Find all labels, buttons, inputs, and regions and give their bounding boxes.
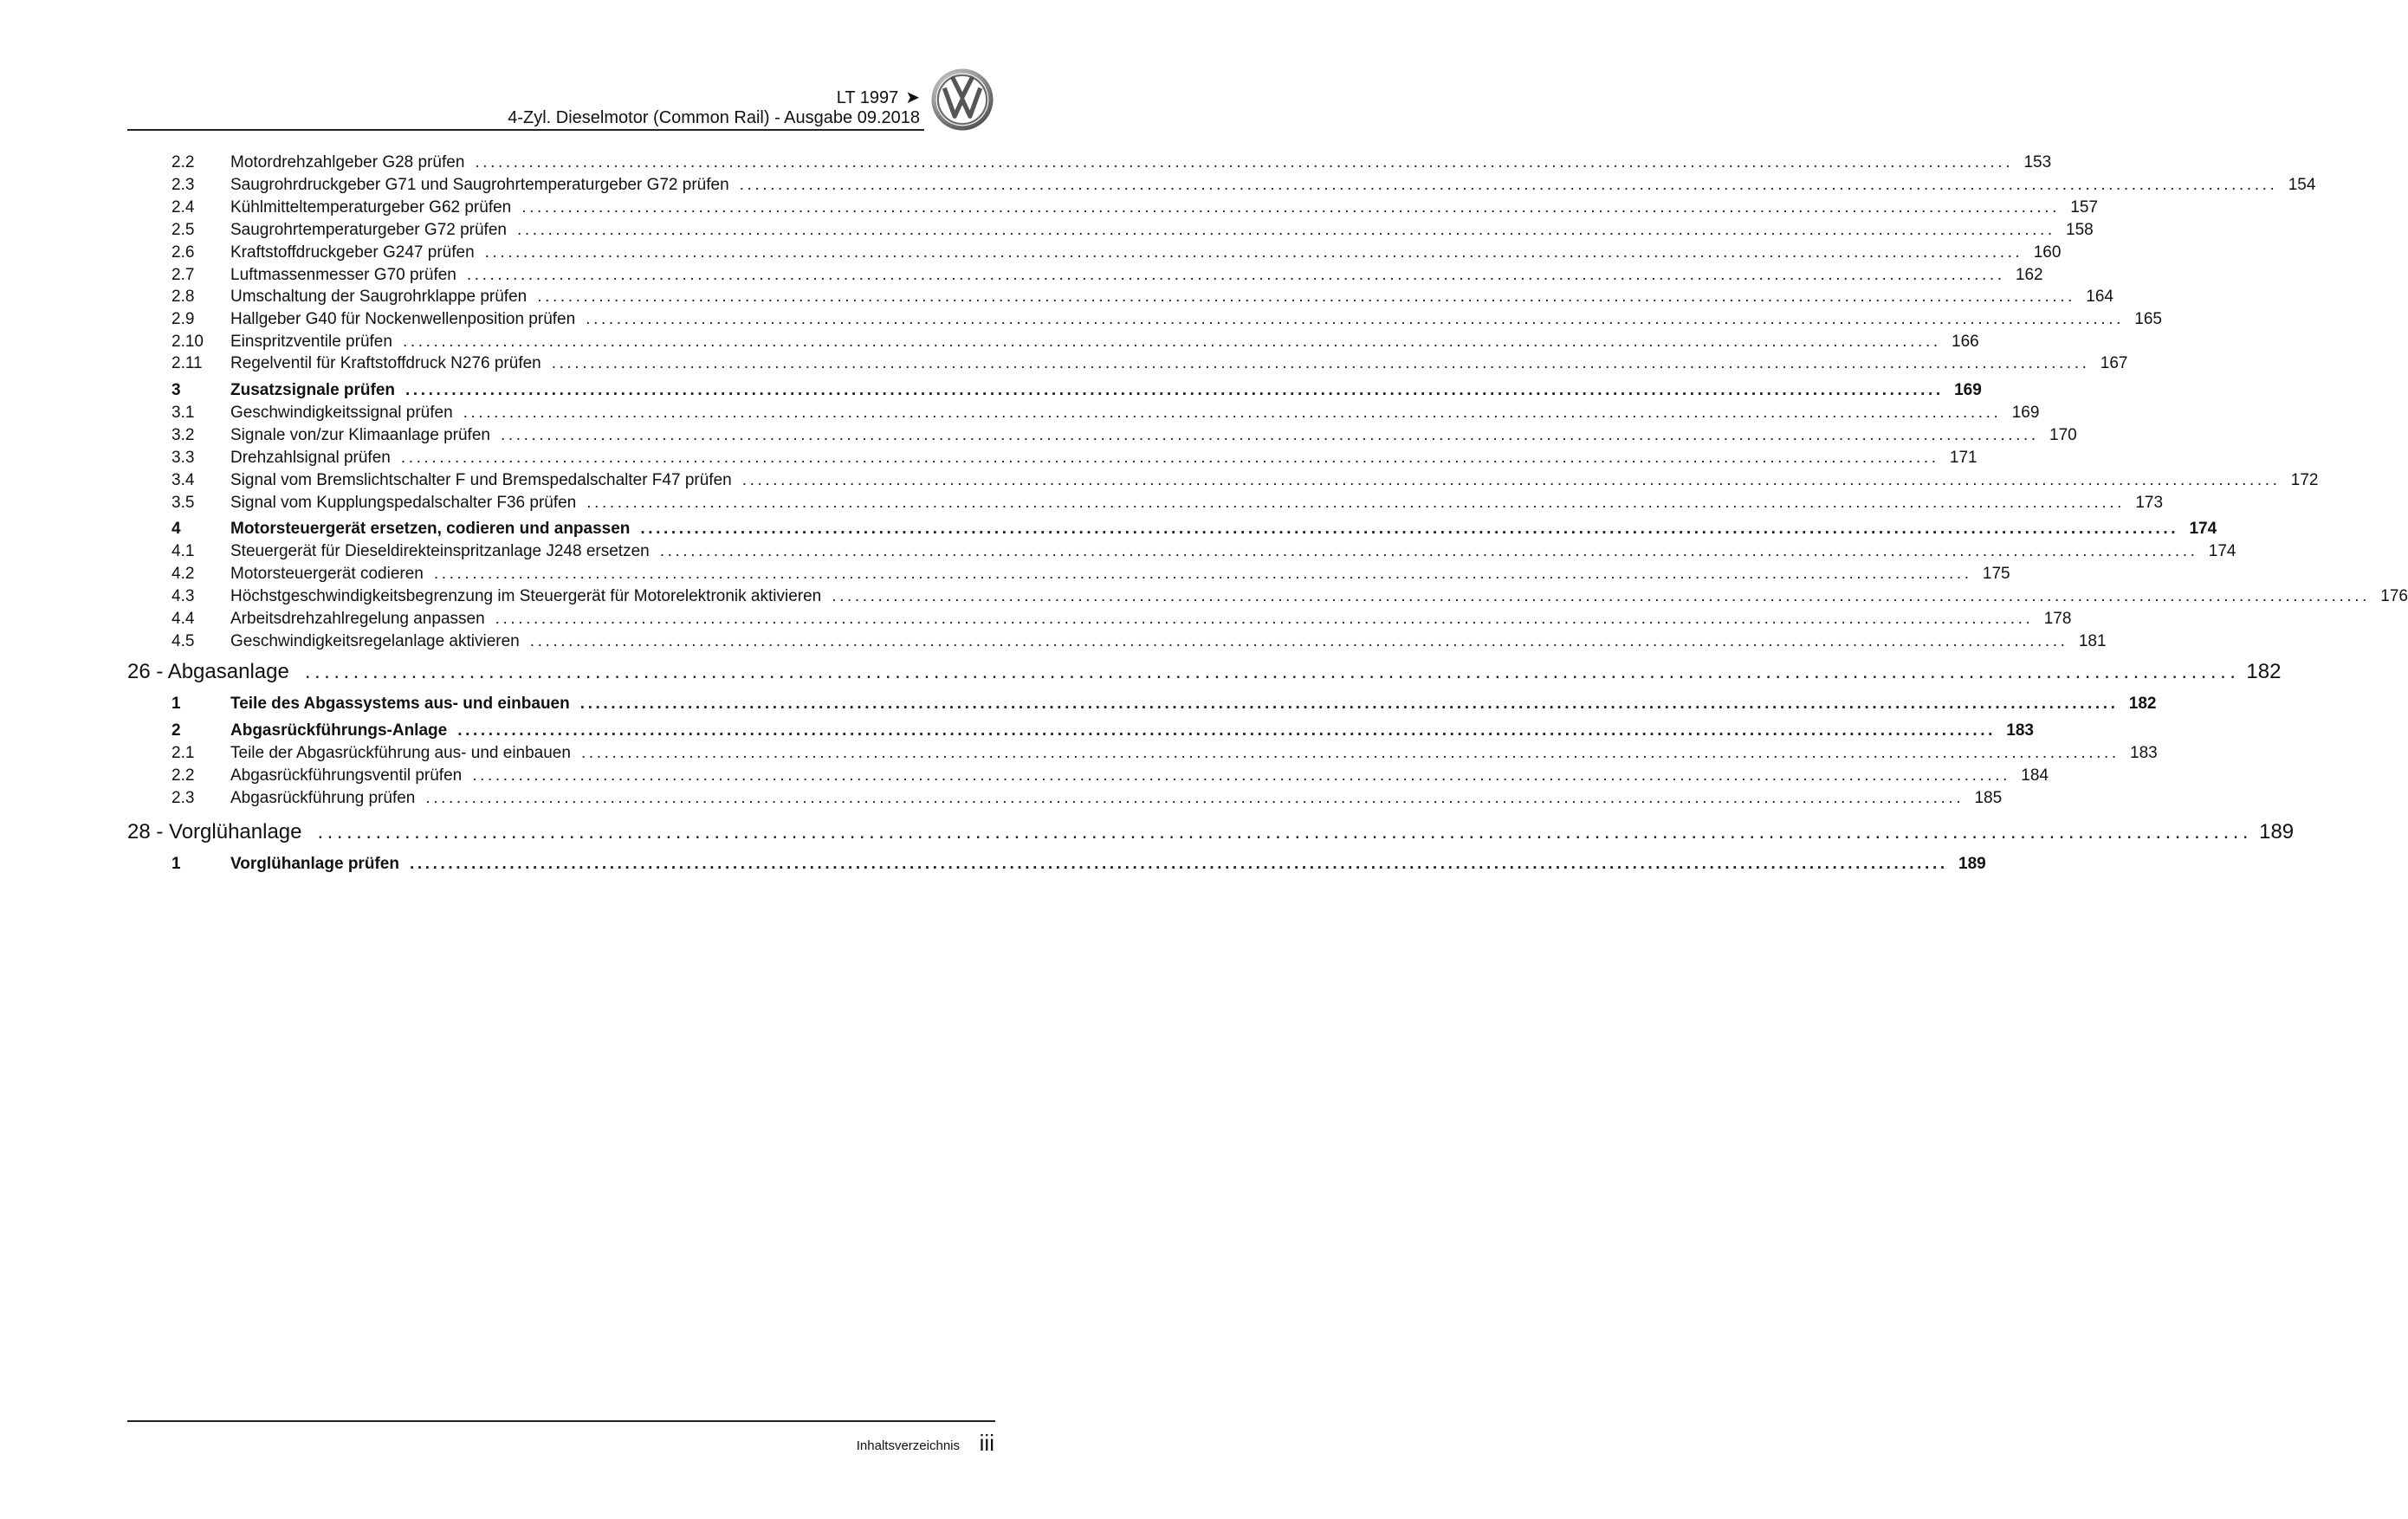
toc-page-number: 182: [2246, 660, 2282, 683]
toc-page-number: 164: [2086, 288, 2113, 306]
toc-entry[interactable]: [0, 540, 2236, 563]
toc-page-number: 182: [2128, 695, 2157, 713]
header-model-text: LT 1997: [836, 88, 899, 107]
toc-page-number: 169: [1954, 381, 1982, 399]
toc-title: Teile der Abgasrückführung aus- und einbauen: [230, 744, 571, 762]
dot-leader: ........................................................................................................................................................................................................: [832, 587, 2370, 605]
toc-page-number: 175: [1982, 565, 2010, 583]
toc-page-number: 183: [2130, 744, 2158, 762]
toc-title: Hallgeber G40 für Nockenwellenposition prüfen: [230, 310, 576, 328]
dot-leader: ........................................................................................................................................................................................................: [405, 381, 1944, 399]
toc-line: [230, 174, 2316, 197]
toc-line: [230, 469, 2319, 492]
toc-entry[interactable]: [0, 447, 1978, 469]
toc-line: [230, 352, 2128, 375]
toc-number: 1: [172, 855, 181, 873]
toc-line: [230, 286, 2113, 308]
dot-leader: ........................................................................................................................................................................................................: [739, 176, 2278, 194]
toc-number: 3.1: [172, 404, 195, 422]
toc-title: Geschwindigkeitsregelanlage aktivieren: [230, 632, 520, 650]
toc-page-number: 154: [2288, 176, 2316, 194]
toc-line: [230, 264, 2043, 287]
toc-line: [127, 657, 2282, 687]
toc-line: [230, 242, 2062, 264]
toc-section[interactable]: [0, 693, 2157, 715]
toc-title: Höchstgeschwindigkeitsbegrenzung im Steuergerät für Motorelektronik aktivieren: [230, 587, 822, 605]
toc-title: Zusatzsignale prüfen: [230, 381, 396, 399]
toc-page-number: 169: [2011, 404, 2040, 422]
toc-chapter[interactable]: [0, 818, 2295, 847]
toc-line: [230, 608, 2072, 630]
toc-number: 2.9: [172, 310, 195, 328]
toc-title: Arbeitsdrehzahlregelung anpassen: [230, 610, 485, 628]
toc-line: [230, 308, 2162, 331]
toc-entry[interactable]: [0, 174, 2316, 197]
toc-page-number: 174: [2208, 542, 2236, 560]
toc-number: 3.2: [172, 426, 195, 444]
footer-divider: [127, 1420, 995, 1422]
dot-leader: ........................................................................................................................................................................................................: [580, 744, 2120, 762]
toc-title: Signal vom Bremslichtschalter F und Bremspedalschalter F47 prüfen: [230, 471, 732, 489]
vw-logo-icon: [930, 68, 994, 132]
toc-number: 2.2: [172, 766, 195, 785]
toc-number: 2.1: [172, 744, 195, 762]
toc-entry[interactable]: [0, 264, 2043, 287]
toc-number: 4.5: [172, 632, 195, 650]
toc-entry[interactable]: [0, 402, 2040, 424]
toc-title: Abgasrückführungs-Anlage: [230, 721, 448, 740]
dot-leader: ........................................................................................................................................................................................................: [402, 333, 1941, 351]
toc-entry[interactable]: [0, 308, 2162, 331]
toc-line: [230, 518, 2217, 540]
toc-title: Saugrohrtemperaturgeber G72 prüfen: [230, 221, 507, 239]
toc-number: 1: [172, 695, 181, 713]
toc-number: 2.6: [172, 243, 195, 262]
footer-label: Inhaltsverzeichnis: [856, 1438, 960, 1453]
dot-leader: ........................................................................................................................................................................................................: [586, 310, 2124, 328]
toc-line: [230, 787, 2003, 810]
toc-line: [230, 540, 2236, 563]
toc-line: [230, 693, 2157, 715]
toc-page-number: 185: [1974, 789, 2003, 807]
toc-line: [230, 379, 1982, 402]
toc-page-number: 172: [2290, 471, 2319, 489]
toc-page-number: 176: [2380, 587, 2408, 605]
toc-line: [230, 742, 2158, 765]
toc-title: Abgasrückführung prüfen: [230, 789, 416, 807]
dot-leader: ........................................................................................................................................................................................................: [466, 266, 2005, 284]
toc-chapter[interactable]: [0, 657, 2282, 687]
toc-number: 3.3: [172, 449, 195, 467]
toc-page-number: 162: [2015, 266, 2043, 284]
toc-entry[interactable]: [0, 742, 2158, 765]
toc-number: 4.4: [172, 610, 195, 628]
toc-page-number: 174: [2189, 520, 2217, 538]
toc-number: 4.2: [172, 565, 195, 583]
dot-leader: ........................................................................................................................................................................................................: [741, 471, 2281, 489]
toc-section[interactable]: [0, 853, 1986, 876]
dot-leader: ........................................................................................................................................................................................................: [579, 695, 2119, 713]
dot-leader: ........................................................................................................................................................................................................: [304, 660, 2240, 683]
toc-title: Motordrehzahlgeber G28 prüfen: [230, 153, 465, 171]
toc-page-number: 181: [2078, 632, 2107, 650]
toc-number: 2.11: [172, 354, 203, 372]
dot-leader: ........................................................................................................................................................................................................: [457, 721, 1996, 740]
toc-entry[interactable]: [0, 242, 2062, 264]
toc-title: 28 - Vorglühanlage: [127, 820, 302, 844]
header-model: [837, 87, 920, 108]
toc-title: Saugrohrdruckgeber G71 und Saugrohrtemperaturgeber G72 prüfen: [230, 176, 729, 194]
toc-page-number: 184: [2021, 766, 2049, 785]
toc-title: Luftmassenmesser G70 prüfen: [230, 266, 456, 284]
dot-leader: ........................................................................................................................................................................................................: [586, 494, 2126, 512]
toc-line: [230, 630, 2107, 653]
dot-leader: ........................................................................................................................................................................................................: [640, 520, 2179, 538]
dot-leader: ........................................................................................................................................................................................................: [425, 789, 1965, 807]
toc-page-number: 153: [2023, 153, 2052, 171]
toc-entry[interactable]: [0, 331, 1979, 353]
toc-entry[interactable]: [0, 286, 2113, 308]
toc-number: 2.3: [172, 176, 195, 194]
header-divider: [127, 129, 924, 131]
toc-number: 3.5: [172, 494, 195, 512]
toc-entry[interactable]: [0, 197, 2098, 219]
toc-line: [230, 424, 2077, 447]
toc-number: 3: [172, 381, 181, 399]
toc-number: 4.1: [172, 542, 195, 560]
dot-leader: ........................................................................................................................................................................................................: [433, 565, 1972, 583]
toc-line: [230, 197, 2098, 219]
toc-entry[interactable]: [0, 352, 2128, 375]
toc-title: Einspritzventile prüfen: [230, 333, 392, 351]
toc-section[interactable]: [0, 720, 2034, 742]
toc-number: 2.2: [172, 153, 195, 171]
toc-entry[interactable]: [0, 219, 2094, 242]
toc-page-number: 166: [1952, 333, 1979, 351]
toc-title: Umschaltung der Saugrohrklappe prüfen: [230, 288, 528, 306]
toc-title: Teile des Abgassystems aus- und einbauen: [230, 695, 570, 713]
toc-title: Steuergerät für Dieseldirekteinspritzanlage J248 ersetzen: [230, 542, 650, 560]
dot-leader: ........................................................................................................................................................................................................: [500, 426, 2039, 444]
toc-page-number: 170: [2049, 426, 2077, 444]
toc-page-number: 157: [2070, 198, 2098, 217]
toc-page-number: 167: [2100, 354, 2128, 372]
toc-number: 2.8: [172, 288, 195, 306]
toc-line: [230, 492, 2164, 514]
dot-leader: ........................................................................................................................................................................................................: [463, 404, 2002, 422]
toc-page-number: 171: [1949, 449, 1978, 467]
toc-line: [230, 853, 1986, 876]
toc-title: Signal vom Kupplungspedalschalter F36 prüfen: [230, 494, 577, 512]
toc-title: Geschwindigkeitssignal prüfen: [230, 404, 453, 422]
toc-entry[interactable]: [0, 469, 2319, 492]
dot-leader: ........................................................................................................................................................................................................: [472, 766, 2010, 785]
header-subtitle: 4-Zyl. Dieselmotor (Common Rail) - Ausgabe 09.2018: [508, 108, 920, 127]
toc-title: Drehzahlsignal prüfen: [230, 449, 391, 467]
toc-title: Regelventil für Kraftstoffdruck N276 prüfen: [230, 354, 541, 372]
dot-leader: ........................................................................................................................................................................................................: [400, 449, 1939, 467]
toc-page-number: 173: [2135, 494, 2164, 512]
toc-number: 2.10: [172, 333, 204, 351]
toc-section[interactable]: [0, 518, 2217, 540]
dot-leader: ........................................................................................................................................................................................................: [516, 221, 2055, 239]
toc-number: 2.5: [172, 221, 195, 239]
toc-line: [230, 447, 1978, 469]
toc-entry[interactable]: [0, 492, 2164, 514]
dot-leader: ........................................................................................................................................................................................................: [409, 855, 1948, 873]
toc-line: [230, 152, 2052, 174]
toc-page-number: 189: [2259, 820, 2295, 844]
dot-leader: ........................................................................................................................................................................................................: [475, 153, 2014, 171]
toc-number: 4.3: [172, 587, 195, 605]
toc-number: 2.7: [172, 266, 195, 284]
dot-leader: ........................................................................................................................................................................................................: [484, 243, 2023, 262]
toc-title: Motorsteuergerät codieren: [230, 565, 424, 583]
toc-page-number: 183: [2006, 721, 2034, 740]
dot-leader: ........................................................................................................................................................................................................: [317, 820, 2253, 844]
toc-line: [127, 818, 2295, 847]
dot-leader: ........................................................................................................................................................................................................: [659, 542, 2198, 560]
toc-page-number: 160: [2033, 243, 2062, 262]
toc-title: Motorsteuergerät ersetzen, codieren und anpassen: [230, 520, 631, 538]
toc-page-number: 178: [2043, 610, 2072, 628]
toc-section[interactable]: [0, 379, 1982, 402]
toc-line: [230, 402, 2040, 424]
toc-title: Signale von/zur Klimaanlage prüfen: [230, 426, 490, 444]
toc-line: [230, 331, 1979, 353]
toc-entry[interactable]: [0, 630, 2107, 653]
toc-entry[interactable]: [0, 424, 2077, 447]
dot-leader: ........................................................................................................................................................................................................: [537, 288, 2075, 306]
dot-leader: ........................................................................................................................................................................................................: [495, 610, 2034, 628]
toc-entry[interactable]: [0, 787, 2003, 810]
toc-number: 2: [172, 721, 181, 740]
toc-entry[interactable]: [0, 765, 2049, 787]
dot-leader: ........................................................................................................................................................................................................: [529, 632, 2068, 650]
dot-leader: ........................................................................................................................................................................................................: [521, 198, 2060, 217]
dot-leader: ........................................................................................................................................................................................................: [551, 354, 2090, 372]
toc-title: Kühlmitteltemperaturgeber G62 prüfen: [230, 198, 512, 217]
toc-page-number: 189: [1958, 855, 1986, 873]
toc-title: Kraftstoffdruckgeber G247 prüfen: [230, 243, 475, 262]
footer-page-number: iii: [979, 1430, 994, 1456]
toc-entry[interactable]: [0, 152, 2052, 174]
toc-number: 4: [172, 520, 181, 538]
toc-line: [230, 585, 2408, 608]
toc-page-number: 158: [2066, 221, 2094, 239]
toc-entry[interactable]: [0, 608, 2072, 630]
toc-line: [230, 765, 2049, 787]
toc-page-number: 165: [2134, 310, 2162, 328]
toc-entry[interactable]: [0, 563, 2010, 585]
toc-number: 2.3: [172, 789, 195, 807]
toc-number: 3.4: [172, 471, 195, 489]
toc-entry[interactable]: [0, 585, 2408, 608]
toc-title: Abgasrückführungsventil prüfen: [230, 766, 463, 785]
toc-line: [230, 563, 2010, 585]
arrow-right-icon: ➤: [905, 88, 920, 107]
toc-title: 26 - Abgasanlage: [127, 660, 289, 683]
toc-line: [230, 219, 2094, 242]
toc-line: [230, 720, 2034, 742]
toc-number: 2.4: [172, 198, 195, 217]
toc-title: Vorglühanlage prüfen: [230, 855, 399, 873]
